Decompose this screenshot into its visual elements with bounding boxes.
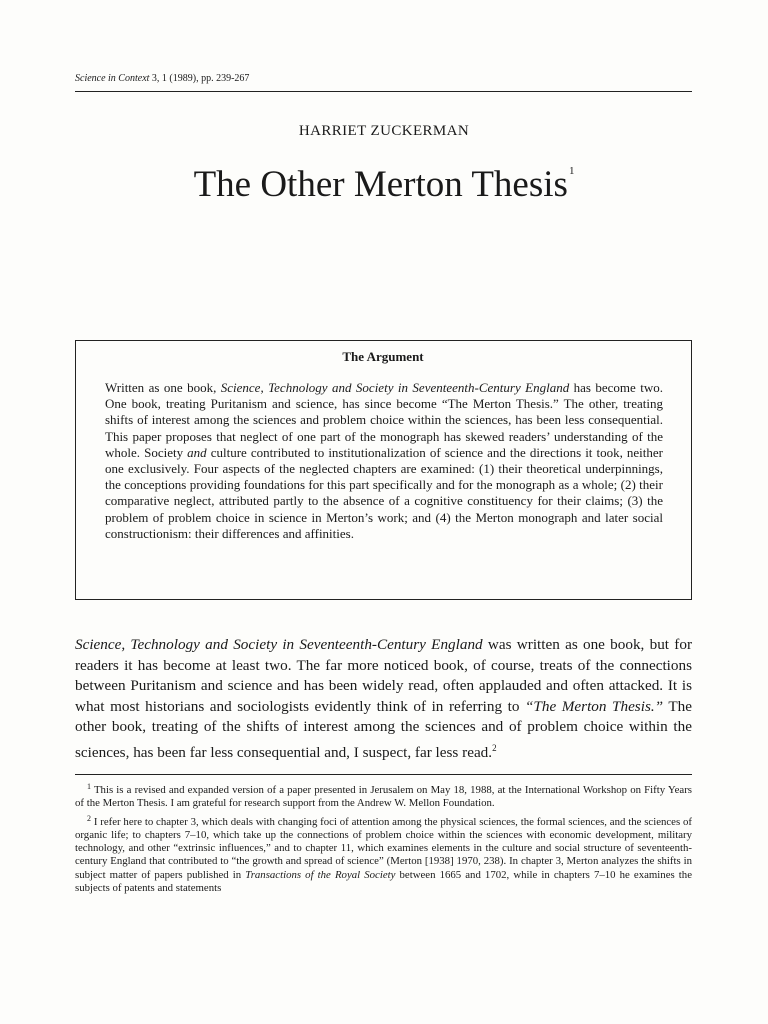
header-rule bbox=[75, 91, 692, 92]
footnote-text: I refer here to chapter 3, which deals with changing foci of attention among the physical sciences, the formal sciences, and the sciences of organic life; to chapters 7–10, which take up the connections of problem choice within the sciences with economic development, military technology, and other “extrinsic influences,” and to chapter 11, which examines elements in the culture and social structure of seventeenth-century England that contributed to “the growth and spread of science” (Merton [1938] 1970, 238). In chapter 3, Merton analyzes the shifts in subject matter of papers published in bbox=[75, 815, 692, 881]
argument-box bbox=[75, 340, 692, 600]
journal-volume-pages: 3, 1 (1989), pp. 239-267 bbox=[149, 73, 250, 84]
journal-name: Science in Context bbox=[75, 73, 150, 84]
footnote-2 bbox=[75, 812, 692, 896]
title-footnote-marker: 1 bbox=[568, 165, 575, 177]
argument-text: Written as one book, bbox=[105, 380, 221, 395]
body-text: The other book, treating of the shifts of interest among the sciences and of problem choice within the sciences, has been far less consequential and, I suspect, far less read. bbox=[75, 697, 692, 761]
body-book-title: Science, Technology and Society in Seventeenth-Century England bbox=[75, 636, 483, 653]
author-name: HARRIET ZUCKERMAN bbox=[298, 123, 470, 139]
argument-heading: The Argument bbox=[342, 349, 424, 364]
argument-emphasis: and bbox=[187, 444, 207, 460]
footnote-journal-title: Transactions of the Royal Society bbox=[245, 868, 396, 881]
footnotes bbox=[75, 780, 692, 895]
body-thesis-quote: “The Merton Thesis.” bbox=[524, 697, 664, 715]
paper-title-text: The Other Merton Thesis bbox=[193, 164, 568, 205]
argument-body bbox=[105, 380, 663, 542]
footnote-reference: 2 bbox=[492, 742, 497, 753]
footnote-marker: 2 bbox=[87, 813, 91, 823]
footnote-rule bbox=[75, 774, 692, 775]
body-paragraph bbox=[75, 635, 692, 763]
footnote-marker: 1 bbox=[87, 782, 91, 791]
argument-book-title: Science, Technology and Society in Seventeenth-Century England bbox=[220, 380, 570, 395]
journal-citation bbox=[75, 73, 249, 85]
footnote-text: This is a revised and expanded version of a paper presented in Jerusalem on May 18, 1988, at the International Workshop on Fifty Years of the Merton Thesis. I am grateful for research support from the Andrew W. Mellon Foundation. bbox=[75, 784, 692, 810]
paper-title bbox=[0, 148, 768, 208]
argument-text: culture contributed to institutionalization of science and the directions it took, neither one exclusively. Four aspects of the neglected chapters are examined: (1) their theoretical underpinnings, the conceptions providing foundations for this part specifically and for the monograph as a whole; (2) their comparative neglect, attributed partly to the absence of a cognitive constituency for their claims; (3) the problem of problem choice in science in Merton’s work; and (4) the Merton monograph and later social constructionism: their differences and affinities. bbox=[105, 444, 664, 541]
footnote-text: between 1665 and 1702, while in chapters 7–10 he examines the subjects of patents and statements bbox=[75, 868, 692, 895]
footnote-1 bbox=[75, 780, 692, 811]
body-text: was written as one book, but for readers it has become at least two. The far more noticed book, of course, treats of the connections between Puritanism and science and has been widely read, often applauded and often attacked. It is what most historians and sociologists evidently think of in referring to bbox=[75, 636, 692, 715]
argument-text: has become two. One book, treating Puritanism and science, has since become “The Merton Thesis.” The other, treating shifts of interest among the sciences and problem choice within the sciences, has been less consequential. This paper proposes that neglect of one part of the monograph has skewed readers’ understanding of the whole. Society bbox=[105, 380, 663, 460]
